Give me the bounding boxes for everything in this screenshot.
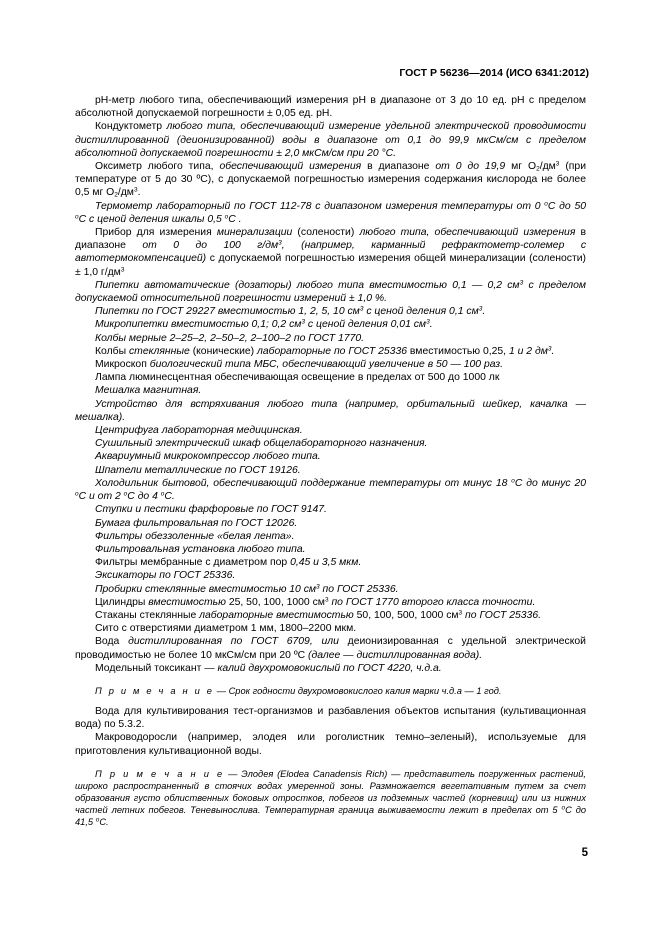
item-spatulas: Шпатели металлические по ГОСТ 19126.: [95, 464, 301, 476]
item-centrifuge: Центрифуга лабораторная медицинская.: [95, 425, 303, 437]
item-toxicant: Модельный токсикант — калий двухромовокислый по ГОСТ 4220, ч.д.а.: [95, 662, 442, 674]
item-thermometer: Термометр лабораторный по ГОСТ 112-78 с диапазоном измерения температуры от 0 $^о$С до 50 $^о$С с ценой деления шкалы 0,5 $^о$С .: [75, 200, 586, 225]
item-beakers: Стаканы стеклянные лабораторные вместимостью 50, 100, 500, 1000 $см^3$ по ГОСТ 25336.: [95, 609, 542, 621]
item-membrane-filters: Фильтры мембранные с диаметром пор 0,45 и 3,5 мкм.: [95, 557, 362, 569]
item-ph-meter: pH-метр любого типа, обеспечивающий измерения pH в диапазоне от 3 до 10 ед. pH с пределом абсолютной допускаемой погрешности ± 0,05 ед. pH.: [75, 95, 586, 120]
item-oximeter: Оксиметр любого типа, обеспечивающий измерения в диапазоне от 0 до 19,9 мг $О_2/дм^3$ (при температуре от 5 до 30 ºС), с допускаемой погрешностью измерения содержания кислорода не более 0,5 мг $О_2/дм^3$.: [75, 160, 587, 199]
note-toxicant-shelf-life: П р и м е ч а н и е — Срок годности двухромовокислого калия марки ч.д.а — 1 год.: [95, 685, 502, 696]
item-salinity-device: Прибор для измерения минерализации (солености) любого типа, обеспечивающий измерения в диапазоне от 0 до 100 $г/дм^3$, (например, карманный рефрактометр-солемер с автотермокомпенсацией) с допускаемой погрешностью измерения общей минерализации (солености) ± 1,0 $г/дм^3$: [75, 227, 587, 278]
item-cylinders: Цилиндры вместимостью 25, 50, 100, 1000 $см^3$ по ГОСТ 1770 второго класса точности.: [95, 596, 536, 608]
paragraph-cultivation-water: Вода для культивирования тест-организмов и разбавления объектов испытания (культивационная вода) по 5.3.2.: [75, 705, 586, 731]
item-drying-cabinet: Сушильный электрический шкаф общелабораторного назначения.: [95, 438, 428, 450]
item-water: Вода дистиллированная по ГОСТ 6709, или деионизированная с удельной электрической проводимостью не более 10 мкСм/см при 20 ºС (далее — дистиллированная вода).: [75, 636, 586, 661]
standard-header: ГОСТ Р 56236—2014 (ИСО 6341:2012): [399, 67, 589, 79]
paragraph-macrophytes: Макроводоросли (например, элодея или роголистник темно–зеленый), используемые для приготовления культивационной воды.: [75, 732, 586, 757]
page-number: 5: [581, 847, 588, 859]
item-microscope: Микроскоп биологический типа МБС, обеспечивающий увеличение в 50 — 100 раз.: [95, 359, 504, 371]
item-stirrer: Мешалка магнитная.: [95, 385, 202, 397]
item-lamp: Лампа люминесцентная обеспечивающая освещение в пределах от 500 до 1000 лк: [95, 372, 500, 384]
document-body: [75, 94, 586, 836]
item-micropipettes: Микропипетки вместимостью 0,1; 0,2 $см^3$ с ценой деления 0,01 $см^3$.: [95, 318, 433, 331]
item-mortars: Ступки и пестики фарфоровые по ГОСТ 9147.: [95, 504, 327, 516]
item-filter-paper: Бумага фильтровальная по ГОСТ 12026.: [95, 517, 298, 529]
item-filter-unit: Фильтровальная установка любого типа.: [95, 543, 306, 555]
item-conical-flasks: Колбы стеклянные (конические) лабораторные по ГОСТ 25336 вместимостью 0,25, 1 и 2 $дм^3$.: [95, 345, 555, 357]
item-desiccators: Эксикаторы по ГОСТ 25336.: [95, 570, 236, 582]
item-aquarium-compressor: Аквариумный микрокомпрессор любого типа.: [95, 451, 321, 463]
item-sieve: Сито с отверстиями диаметром 1 мм, 1800–2200 мкм.: [95, 623, 357, 635]
note-elodea: П р и м е ч а н и е — Элодея (Elodea Canadensis Rich) — представитель погруженных растений, широко распространенный в стоячих водах умеренной зоны. Размножается вегетативным путем за счет образования густо облиственных боковых отростков, побегов из подземных частей (корневищ) или из нижних частей летних побегов. Теневынослива. Температурная граница выживаемости лежит в пределах от 5 $^о$С до 41,5 $^о$С.: [75, 768, 587, 827]
item-shaker: Устройство для встряхивания любого типа (например, орбитальный шейкер, качалка — мешалка).: [75, 398, 586, 423]
item-flasks: Колбы мерные 2–25–2, 2–50–2, 2–100–2 по ГОСТ 1770.: [95, 332, 365, 344]
item-test-tubes: Пробирки стеклянные вместимостью 10 $см^3$ по ГОСТ 25336.: [95, 583, 399, 595]
item-pipettes: Пипетки по ГОСТ 29227 вместимостью 1, 2, 5, 10 $см^3$ с ценой деления 0,1 $см^3$.: [95, 305, 486, 318]
item-auto-pipettes: Пипетки автоматические (дозаторы) любого типа вместимостью 0,1 — 0,2 $см^3$ с пределом допускаемой относительной погрешности измерений ± 1,0 %.: [75, 279, 586, 305]
item-fridge: Холодильник бытовой, обеспечивающий поддержание температуры от минус 18 $^о$С до минус 20 $^о$С и от 2 $^о$С до 4 $^о$С.: [75, 477, 586, 503]
item-conductometer: Кондуктометр любого типа, обеспечивающий измерение удельной электрической проводимости дистиллированной (деионизированной) воды в диапазоне от 0,1 до 99,9 мкСм/см с пределом абсолютной допускаемой погрешности ± 2,0 мкСм/см при 20 °С.: [75, 121, 586, 159]
item-ashless-filters: Фильтры обеззоленные «белая лента».: [95, 530, 295, 542]
